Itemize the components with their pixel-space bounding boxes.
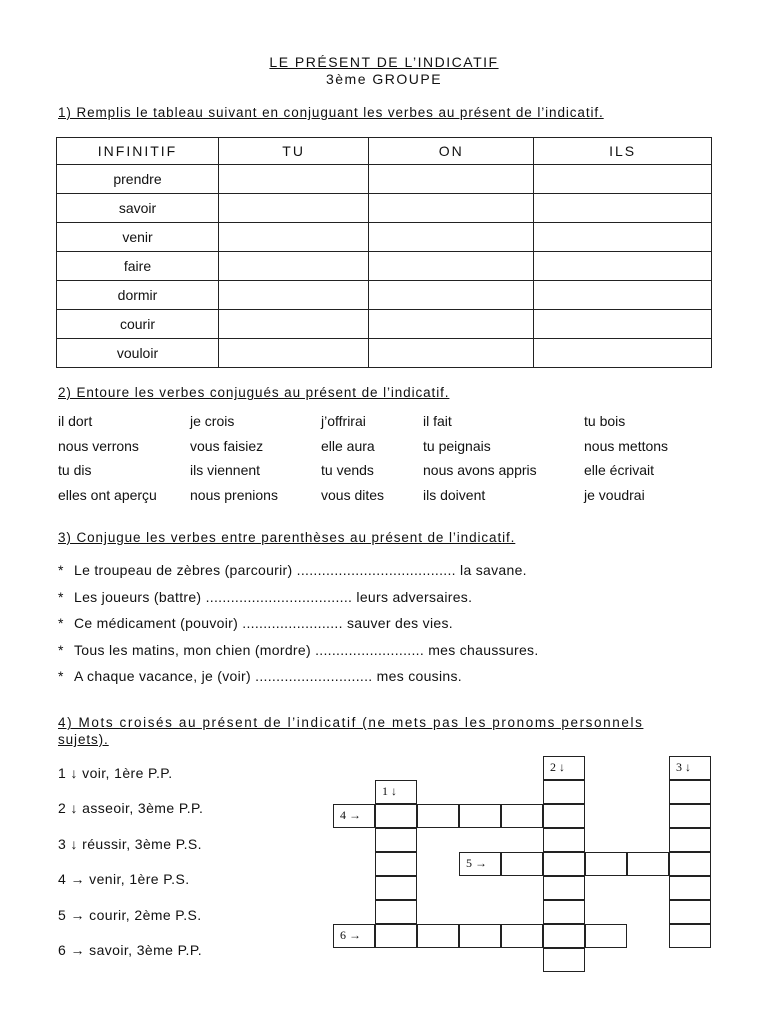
clue-item: 2 ↓ asseoir, 3ème P.P. [58, 800, 204, 817]
crossword-number-5: 5 → [459, 852, 501, 876]
clue-item: 3 ↓ réussir, 3ème P.S. [58, 835, 202, 852]
section1-heading: 1) Remplis le tableau suivant en conjuguant les verbes au présent de l’indicatif. [58, 105, 604, 120]
crossword-number-3: 3 ↓ [669, 756, 711, 780]
infinitive-cell: venir [57, 223, 219, 252]
bullet: * [58, 668, 64, 684]
verb-item[interactable]: ils viennent [190, 462, 261, 478]
crossword-cell[interactable] [375, 804, 417, 828]
verb-item[interactable]: elle écrivait [584, 462, 655, 478]
sentence-list [58, 562, 539, 695]
answer-cell-ils[interactable] [534, 310, 712, 339]
clue-item: 5 → courir, 2ème P.S. [58, 906, 202, 923]
verb-item[interactable]: nous prenions [190, 486, 278, 503]
column-header: TU [219, 138, 369, 165]
crossword-cell[interactable] [543, 900, 585, 924]
crossword-cell[interactable] [543, 924, 585, 948]
answer-cell-on[interactable] [369, 310, 534, 339]
answer-cell-ils[interactable] [534, 194, 712, 223]
answer-cell-tu[interactable] [219, 281, 369, 310]
crossword-cell[interactable] [375, 900, 417, 924]
verb-item[interactable]: vous faisiez [190, 437, 264, 454]
infinitive-cell: dormir [57, 281, 219, 310]
page-title: LE PRÉSENT DE L’INDICATIF [269, 54, 499, 70]
clue-item: 1 ↓ voir, 1ère P.P. [58, 765, 173, 781]
sentence-text[interactable]: Tous les matins, mon chien (mordre) .......................... mes chaussures. [74, 641, 539, 658]
crossword-cell[interactable] [417, 924, 459, 948]
crossword-cell[interactable] [543, 876, 585, 900]
answer-cell-on[interactable] [369, 165, 534, 194]
crossword-cell[interactable] [585, 924, 627, 948]
infinitive-cell: faire [57, 252, 219, 281]
infinitive-cell: prendre [57, 165, 219, 194]
crossword-cell[interactable] [375, 852, 417, 876]
verb-item[interactable]: j’offrirai [321, 413, 366, 429]
bullet: * [58, 562, 64, 578]
answer-cell-tu[interactable] [219, 165, 369, 194]
list-item [58, 668, 539, 695]
crossword-cell[interactable] [627, 852, 669, 876]
list-item [58, 589, 539, 616]
answer-cell-on[interactable] [369, 281, 534, 310]
crossword-cell[interactable] [459, 924, 501, 948]
conjugation-table [56, 137, 712, 368]
verb-row [58, 462, 718, 487]
column-header: ILS [534, 138, 712, 165]
list-item [58, 642, 539, 669]
crossword-cell[interactable] [669, 804, 711, 828]
crossword-cell[interactable] [669, 900, 711, 924]
table-row [57, 252, 712, 281]
answer-cell-ils[interactable] [534, 339, 712, 368]
verb-item[interactable]: je crois [190, 413, 235, 429]
crossword-cell[interactable] [375, 876, 417, 900]
table-row [57, 165, 712, 194]
sentence-text[interactable]: A chaque vacance, je (voir) ............................ mes cousins. [74, 668, 462, 684]
table-row [57, 223, 712, 252]
infinitive-cell: savoir [57, 194, 219, 223]
section4-heading-line2: sujets). [58, 732, 109, 747]
sentence-text[interactable]: Les joueurs (battre) ................................... leurs adversaires. [74, 588, 473, 605]
verb-item[interactable]: tu dis [58, 462, 92, 478]
crossword-number-4: 4 → [333, 804, 375, 828]
infinitive-cell: vouloir [57, 339, 219, 368]
crossword-number-1: 1 ↓ [375, 780, 417, 804]
answer-cell-ils[interactable] [534, 281, 712, 310]
list-item [58, 615, 539, 642]
verb-item[interactable]: ils doivent [423, 486, 486, 503]
crossword-cell[interactable] [543, 780, 585, 804]
answer-cell-tu[interactable] [219, 194, 369, 223]
verb-item[interactable]: il dort [58, 413, 93, 429]
verb-item[interactable]: tu bois [584, 413, 626, 429]
crossword-cell[interactable] [543, 852, 585, 876]
answer-cell-tu[interactable] [219, 310, 369, 339]
crossword-cell[interactable] [669, 924, 711, 948]
answer-cell-tu[interactable] [219, 223, 369, 252]
sentence-text[interactable]: Le troupeau de zèbres (parcourir) ...................................... la savane. [74, 562, 527, 578]
table-row [57, 310, 712, 339]
bullet: * [58, 615, 64, 631]
crossword-cell[interactable] [585, 852, 627, 876]
crossword-cell[interactable] [669, 828, 711, 852]
crossword-cell[interactable] [669, 852, 711, 876]
sentence-text[interactable]: Ce médicament (pouvoir) ........................ sauver des vies. [74, 615, 453, 631]
column-header: ON [369, 138, 534, 165]
verb-item[interactable]: il fait [423, 413, 452, 429]
crossword-cell[interactable] [375, 924, 417, 948]
crossword-cell[interactable] [417, 804, 459, 828]
bullet: * [58, 588, 64, 605]
crossword-cell[interactable] [375, 828, 417, 852]
section3-heading: 3) Conjugue les verbes entre parenthèses au présent de l’indicatif. [58, 530, 516, 545]
verb-item[interactable]: nous mettons [584, 437, 669, 454]
answer-cell-ils[interactable] [534, 165, 712, 194]
answer-cell-ils[interactable] [534, 252, 712, 281]
table-row [57, 281, 712, 310]
answer-cell-on[interactable] [369, 223, 534, 252]
crossword-cell[interactable] [543, 804, 585, 828]
verb-item[interactable]: nous avons appris [423, 462, 537, 478]
crossword-cell[interactable] [543, 948, 585, 972]
crossword-cell[interactable] [669, 876, 711, 900]
table-row [57, 194, 712, 223]
section2-heading: 2) Entoure les verbes conjugués au présent de l’indicatif. [58, 385, 450, 400]
answer-cell-on[interactable] [369, 339, 534, 368]
bullet: * [58, 641, 64, 658]
verb-item[interactable]: elles ont aperçu [58, 486, 157, 503]
answer-cell-ils[interactable] [534, 223, 712, 252]
answer-cell-tu[interactable] [219, 252, 369, 281]
verb-row [58, 438, 718, 463]
crossword-number-2: 2 ↓ [543, 756, 585, 780]
verb-item[interactable]: elle aura [321, 437, 375, 454]
column-header: INFINITIF [57, 138, 219, 165]
crossword-clues [58, 765, 203, 977]
verb-item[interactable]: nous verrons [58, 437, 139, 454]
verb-item[interactable]: tu vends [321, 462, 374, 478]
verb-grid [58, 413, 718, 511]
answer-cell-on[interactable] [369, 252, 534, 281]
crossword-cell[interactable] [669, 780, 711, 804]
verb-item[interactable]: tu peignais [423, 437, 491, 454]
verb-row [58, 413, 718, 438]
verb-item[interactable]: je voudrai [584, 486, 645, 503]
clue-item: 4 → venir, 1ère P.S. [58, 871, 190, 888]
page-subtitle: 3ème GROUPE [325, 71, 443, 87]
verb-item[interactable]: vous dites [321, 486, 385, 503]
crossword-cell[interactable] [501, 852, 543, 876]
infinitive-cell: courir [57, 310, 219, 339]
crossword-number-6: 6 → [333, 924, 375, 948]
table-row [57, 339, 712, 368]
table-header-row [57, 138, 712, 165]
crossword-cell[interactable] [543, 828, 585, 852]
crossword-cell[interactable] [459, 804, 501, 828]
verb-row [58, 487, 718, 512]
answer-cell-tu[interactable] [219, 339, 369, 368]
section4-heading-line1: 4) Mots croisés au présent de l’indicatif (ne mets pas les pronoms personnels [58, 715, 644, 730]
crossword-cell[interactable] [501, 804, 543, 828]
crossword-cell[interactable] [501, 924, 543, 948]
answer-cell-on[interactable] [369, 194, 534, 223]
list-item [58, 562, 539, 589]
clue-item: 6 → savoir, 3ème P.P. [58, 941, 203, 958]
